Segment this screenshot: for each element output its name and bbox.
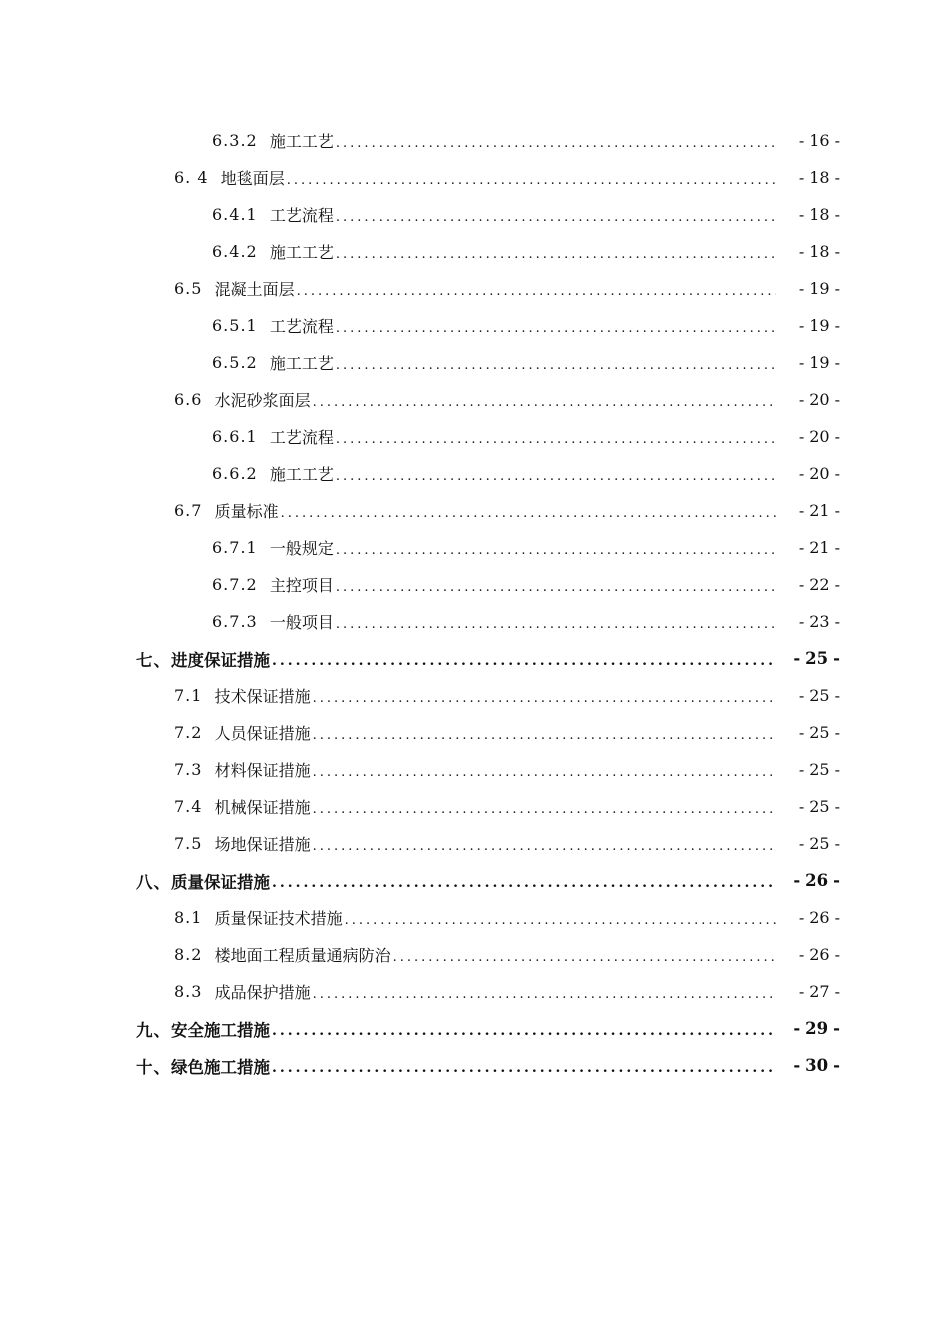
toc-entry[interactable]: [0, 233, 950, 270]
page-dash: -: [793, 871, 801, 890]
table-of-contents: [0, 122, 950, 1084]
toc-entry[interactable]: [0, 418, 950, 455]
toc-entry-number: 6.5.2: [212, 353, 270, 372]
page-value: 25: [809, 723, 830, 742]
toc-entry-title: 材料保证措施: [214, 761, 311, 780]
page-value: 20: [809, 390, 830, 409]
toc-entry-number: 6.7: [174, 501, 215, 520]
page-dash: -: [834, 686, 840, 705]
page-dash: -: [798, 427, 805, 446]
toc-entry[interactable]: [0, 196, 950, 233]
toc-entry-title: 施工工艺: [269, 243, 334, 262]
toc-dot-leader: [336, 581, 776, 603]
page-dash: -: [834, 538, 840, 557]
toc-entry-number: 6. 4: [174, 168, 221, 187]
toc-page-number: [778, 575, 840, 594]
toc-entry-title: 工艺流程: [269, 428, 334, 447]
toc-entry-title: 质量保证技术措施: [214, 909, 343, 928]
toc-page-number: [778, 168, 840, 187]
page-value: 20: [809, 427, 830, 446]
toc-dot-leader: [313, 692, 776, 714]
page-dash: -: [798, 575, 805, 594]
page-dash: -: [833, 871, 840, 890]
toc-entry-number: 6.5.1: [212, 316, 270, 335]
page-value: 18: [809, 242, 830, 261]
page-value: 30: [805, 1056, 829, 1075]
page-value: 19: [809, 316, 830, 335]
toc-page-number: [778, 353, 840, 372]
page-value: 18: [809, 168, 830, 187]
toc-entry[interactable]: [0, 492, 950, 529]
toc-dot-leader: [281, 507, 776, 529]
page-value: 25: [809, 797, 830, 816]
toc-entry[interactable]: [0, 159, 950, 196]
toc-page-number: [778, 834, 840, 853]
toc-dot-leader: [336, 322, 776, 344]
toc-entry-number: 6.4.2: [212, 242, 270, 261]
page-dash: -: [793, 1019, 801, 1038]
toc-dot-leader: [393, 951, 776, 973]
page-dash: -: [834, 279, 840, 298]
page-dash: -: [833, 649, 840, 668]
page-dash: -: [798, 131, 805, 150]
page-value: 25: [809, 760, 830, 779]
toc-entry-number: 6.6.1: [212, 427, 270, 446]
toc-entry-title: 混凝土面层: [214, 280, 295, 299]
toc-entry-number: 九、: [136, 1020, 171, 1040]
toc-entry-number: 8.3: [174, 982, 215, 1001]
page-dash: -: [798, 945, 805, 964]
toc-entry-number: 6.5: [174, 279, 215, 298]
page-value: 19: [809, 279, 830, 298]
page-value: 22: [809, 575, 830, 594]
page-value: 29: [805, 1019, 829, 1038]
toc-entry-number: 7.1: [174, 686, 215, 705]
toc-dot-leader: [272, 876, 776, 899]
toc-entry[interactable]: [0, 973, 950, 1010]
page-value: 19: [809, 353, 830, 372]
toc-page-number: [778, 649, 840, 668]
toc-dot-leader: [272, 1024, 776, 1047]
page-dash: -: [834, 982, 840, 1001]
toc-entry-title: 质量标准: [214, 502, 279, 521]
toc-page-number: [778, 1019, 840, 1038]
toc-entry-number: 6.7.1: [212, 538, 270, 557]
toc-page-number: [778, 205, 840, 224]
toc-dot-leader: [345, 914, 776, 936]
toc-dot-leader: [336, 211, 776, 233]
toc-entry[interactable]: [0, 899, 950, 936]
page-dash: -: [834, 797, 840, 816]
toc-page-number: [778, 538, 840, 557]
page-dash: -: [834, 945, 840, 964]
toc-entry-number: 6.7.2: [212, 575, 270, 594]
toc-entry[interactable]: [0, 566, 950, 603]
page-value: 25: [809, 686, 830, 705]
toc-entry-number: 十、: [136, 1057, 171, 1077]
page-dash: -: [834, 427, 840, 446]
page-value: 26: [805, 871, 829, 890]
toc-entry-number: 6.7.3: [212, 612, 270, 631]
page-dash: -: [834, 353, 840, 372]
page-dash: -: [834, 131, 840, 150]
toc-entry-title: 机械保证措施: [214, 798, 311, 817]
toc-entry[interactable]: [0, 603, 950, 640]
page-dash: -: [834, 464, 840, 483]
toc-entry-number: 8.1: [174, 908, 215, 927]
toc-entry[interactable]: [0, 1010, 950, 1047]
toc-entry-title: 绿色施工措施: [171, 1057, 270, 1077]
page-dash: -: [833, 1056, 840, 1075]
page-dash: -: [798, 279, 805, 298]
page-dash: -: [834, 723, 840, 742]
page-dash: -: [798, 686, 805, 705]
toc-entry[interactable]: [0, 714, 950, 751]
toc-entry-title: 施工工艺: [269, 132, 334, 151]
toc-page-number: [778, 797, 840, 816]
page-dash: -: [834, 501, 840, 520]
toc-entry-title: 进度保证措施: [171, 650, 270, 670]
toc-page-number: [778, 501, 840, 520]
toc-page-number: [778, 1056, 840, 1075]
toc-entry[interactable]: [0, 455, 950, 492]
toc-entry[interactable]: [0, 529, 950, 566]
toc-dot-leader: [336, 137, 776, 159]
page-dash: -: [798, 205, 805, 224]
page-dash: -: [833, 1019, 840, 1038]
page-value: 18: [809, 205, 830, 224]
page-value: 25: [809, 834, 830, 853]
toc-entry[interactable]: [0, 751, 950, 788]
toc-entry[interactable]: [0, 381, 950, 418]
toc-entry-title: 水泥砂浆面层: [214, 391, 311, 410]
page-value: 26: [809, 945, 830, 964]
toc-entry-number: 7.3: [174, 760, 215, 779]
toc-page-number: [778, 427, 840, 446]
page-dash: -: [798, 168, 805, 187]
toc-dot-leader: [287, 174, 776, 196]
toc-entry-title: 安全施工措施: [171, 1020, 270, 1040]
page-dash: -: [834, 575, 840, 594]
toc-dot-leader: [313, 840, 776, 862]
toc-entry-number: 6.3.2: [212, 131, 270, 150]
toc-entry-number: 八、: [136, 872, 171, 892]
toc-entry-title: 施工工艺: [269, 354, 334, 373]
page-dash: -: [798, 538, 805, 557]
page-dash: -: [834, 760, 840, 779]
toc-entry-title: 工艺流程: [269, 206, 334, 225]
toc-entry[interactable]: [0, 307, 950, 344]
page-dash: -: [834, 242, 840, 261]
page-dash: -: [793, 1056, 801, 1075]
toc-dot-leader: [336, 433, 776, 455]
toc-entry[interactable]: [0, 640, 950, 677]
toc-entry-number: 6.6.2: [212, 464, 270, 483]
toc-entry-number: 7.2: [174, 723, 215, 742]
page-dash: -: [798, 316, 805, 335]
toc-entry-title: 地毯面层: [220, 169, 285, 188]
toc-page-number: [778, 871, 840, 890]
page-value: 21: [809, 538, 830, 557]
toc-entry[interactable]: [0, 788, 950, 825]
page-dash: -: [798, 982, 805, 1001]
toc-dot-leader: [313, 988, 776, 1010]
toc-page-number: [778, 279, 840, 298]
toc-dot-leader: [336, 544, 776, 566]
toc-entry[interactable]: [0, 677, 950, 714]
toc-page-number: [778, 612, 840, 631]
page-dash: -: [834, 205, 840, 224]
toc-page-number: [778, 945, 840, 964]
toc-page-number: [778, 464, 840, 483]
page-dash: -: [793, 649, 801, 668]
toc-entry[interactable]: [0, 825, 950, 862]
page-value: 26: [809, 908, 830, 927]
page-dash: -: [834, 834, 840, 853]
toc-page-number: [778, 131, 840, 150]
toc-entry-number: 7.4: [174, 797, 215, 816]
page-dash: -: [798, 501, 805, 520]
toc-dot-leader: [336, 359, 776, 381]
toc-entry-number: 6.4.1: [212, 205, 270, 224]
toc-page-number: [778, 908, 840, 927]
page-dash: -: [834, 612, 840, 631]
page-value: 25: [805, 649, 829, 668]
page-dash: -: [834, 168, 840, 187]
toc-dot-leader: [336, 618, 776, 640]
page-dash: -: [834, 316, 840, 335]
toc-dot-leader: [272, 1061, 776, 1084]
toc-dot-leader: [336, 248, 776, 270]
page-dash: -: [834, 908, 840, 927]
toc-entry-number: 6.6: [174, 390, 215, 409]
toc-entry-number: 七、: [136, 650, 171, 670]
page-dash: -: [798, 797, 805, 816]
toc-dot-leader: [297, 285, 776, 307]
toc-page-number: [778, 316, 840, 335]
toc-dot-leader: [313, 729, 776, 751]
page-dash: -: [798, 242, 805, 261]
toc-dot-leader: [313, 396, 776, 418]
toc-page-number: [778, 242, 840, 261]
toc-entry[interactable]: [0, 936, 950, 973]
toc-page-number: [778, 723, 840, 742]
page-dash: -: [834, 390, 840, 409]
toc-entry[interactable]: [0, 1047, 950, 1084]
page-dash: -: [798, 760, 805, 779]
toc-dot-leader: [336, 470, 776, 492]
toc-page-number: [778, 982, 840, 1001]
toc-entry-title: 楼地面工程质量通病防治: [214, 946, 391, 965]
toc-entry-title: 主控项目: [269, 576, 334, 595]
toc-entry-title: 人员保证措施: [214, 724, 311, 743]
toc-dot-leader: [272, 654, 776, 677]
toc-entry-number: 8.2: [174, 945, 215, 964]
toc-entry[interactable]: [0, 862, 950, 899]
toc-entry-title: 技术保证措施: [214, 687, 311, 706]
page-dash: -: [798, 908, 805, 927]
toc-dot-leader: [313, 803, 776, 825]
toc-page-number: [778, 390, 840, 409]
page-value: 21: [809, 501, 830, 520]
toc-dot-leader: [313, 766, 776, 788]
page-dash: -: [798, 612, 805, 631]
page-dash: -: [798, 723, 805, 742]
toc-entry-title: 施工工艺: [269, 465, 334, 484]
toc-entry-title: 工艺流程: [269, 317, 334, 336]
toc-entry-title: 场地保证措施: [214, 835, 311, 854]
page-value: 23: [809, 612, 830, 631]
toc-entry-title: 成品保护措施: [214, 983, 311, 1002]
page-value: 16: [809, 131, 830, 150]
toc-entry-title: 质量保证措施: [171, 872, 270, 892]
page-dash: -: [798, 353, 805, 372]
toc-entry-number: 7.5: [174, 834, 215, 853]
toc-entry[interactable]: [0, 344, 950, 381]
page-dash: -: [798, 390, 805, 409]
page-value: 27: [809, 982, 830, 1001]
toc-entry[interactable]: [0, 270, 950, 307]
toc-entry-title: 一般项目: [269, 613, 334, 632]
page-value: 20: [809, 464, 830, 483]
toc-entry-title: 一般规定: [269, 539, 334, 558]
toc-entry[interactable]: [0, 122, 950, 159]
page-dash: -: [798, 464, 805, 483]
toc-page-number: [778, 760, 840, 779]
page-dash: -: [798, 834, 805, 853]
toc-page-number: [778, 686, 840, 705]
